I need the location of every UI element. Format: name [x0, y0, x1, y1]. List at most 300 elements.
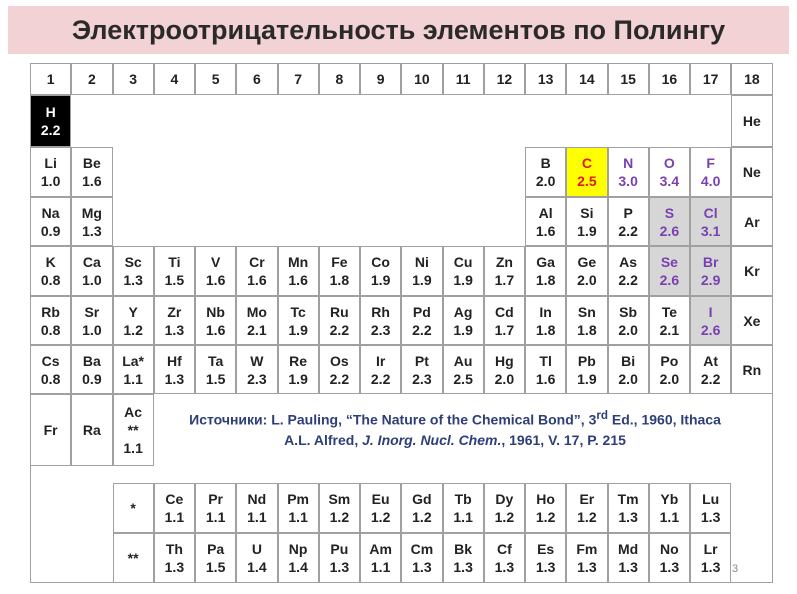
electronegativity-value: 1.1 [288, 509, 308, 525]
electronegativity-value: 1.7 [494, 321, 515, 338]
lanthanides-cell [484, 483, 525, 533]
electronegativity-value: 1.3 [164, 321, 185, 338]
electronegativity-value: 2.1 [247, 321, 267, 338]
actinides-cell [154, 533, 195, 583]
group-header [525, 63, 566, 95]
element-cell [71, 197, 112, 246]
electronegativity-value: 0.9 [40, 222, 61, 239]
electronegativity-value: 1.9 [370, 272, 391, 288]
electronegativity-value: 1.6 [82, 173, 102, 189]
source-2-journal: J. Inorg. Nucl. Chem. [362, 431, 502, 448]
source-1-sup: rd [596, 409, 609, 422]
group-header [195, 63, 236, 95]
electronegativity-value: 2.0 [535, 173, 556, 189]
element-symbol: Be [82, 155, 101, 171]
electronegativity-value: 1.4 [288, 559, 308, 575]
element-symbol: Ni [414, 254, 429, 270]
element-cell [30, 246, 71, 296]
electronegativity-value: 1.0 [40, 173, 61, 189]
element-symbol: Tm [617, 491, 639, 507]
electronegativity-value: 1.8 [577, 321, 597, 338]
element-symbol: Ti [168, 254, 181, 270]
element-symbol: Ga [536, 254, 555, 270]
group-header [401, 63, 442, 95]
electronegativity-value: 1.3 [618, 509, 638, 525]
element-symbol: Pt [414, 352, 429, 369]
element-cell [30, 147, 71, 197]
element-symbol: Lr [703, 541, 718, 557]
element-symbol: O [663, 155, 675, 171]
element-cell [566, 197, 607, 246]
element-cell [484, 345, 525, 394]
electronegativity-value: 2.0 [577, 272, 597, 288]
page-title: Электроотрицательность элементов по Полингу [71, 15, 726, 45]
element-cell [608, 296, 649, 345]
element-cell [236, 345, 277, 394]
element-symbol: Fe [331, 254, 348, 270]
element-cell [195, 296, 236, 345]
electronegativity-value: 1.4 [247, 559, 267, 575]
electronegativity-value: 1.5 [205, 370, 226, 387]
element-symbol: Rb [41, 303, 60, 320]
electronegativity-value: 2.0 [494, 370, 515, 387]
element-symbol: Pd [412, 303, 431, 320]
element-symbol: Cl [703, 204, 718, 221]
element-symbol: Ca [82, 254, 101, 270]
element-symbol: Mo [246, 303, 267, 320]
element-cell [525, 296, 566, 345]
series-marker: ** [127, 550, 139, 566]
electronegativity-value: 1.1 [123, 440, 143, 456]
electronegativity-value: 1.9 [577, 370, 597, 387]
element-symbol: Ar [744, 213, 760, 230]
element-symbol: Ra [82, 422, 101, 438]
electronegativity-value: 2.6 [659, 222, 680, 239]
element-cell [113, 296, 154, 345]
sources-note [160, 406, 750, 450]
element-symbol: W [250, 352, 264, 369]
element-cell [71, 147, 112, 197]
electronegativity-value: 1.0 [82, 272, 102, 288]
group-header [608, 63, 649, 95]
lanthanides-cell [649, 483, 690, 533]
element-symbol: Yb [660, 491, 679, 507]
electronegativity-value: 1.6 [247, 272, 267, 288]
element-cell [443, 345, 484, 394]
element-symbol: Se [660, 254, 678, 270]
page-number: 3 [732, 563, 739, 575]
element-cell [525, 197, 566, 246]
electronegativity-value: 1.3 [82, 222, 102, 239]
actinides-cell [443, 533, 484, 583]
electronegativity-value: 3.1 [700, 222, 721, 239]
actinides-cell [401, 533, 442, 583]
element-symbol: Es [537, 541, 555, 557]
electronegativity-value: 1.2 [577, 509, 597, 525]
element-symbol: Lu [702, 491, 720, 507]
lanthanides-cell [401, 483, 442, 533]
group-number: 7 [294, 71, 303, 87]
element-symbol: Pu [330, 541, 349, 557]
element-cell [649, 296, 690, 345]
element-cell [401, 246, 442, 296]
electronegativity-value: 1.9 [453, 321, 473, 338]
electronegativity-value: 1.3 [164, 559, 185, 575]
element-symbol: Cd [495, 303, 514, 320]
lanthanides-cell [443, 483, 484, 533]
element-cell [731, 147, 772, 197]
element-symbol: Eu [371, 491, 390, 507]
actinides-cell [525, 533, 566, 583]
group-header [71, 63, 112, 95]
source-line-1 [160, 406, 750, 430]
lanthanides-cell [690, 483, 731, 533]
electronegativity-value: 1.3 [700, 509, 721, 525]
element-symbol: Er [579, 491, 595, 507]
source-line-2 [160, 430, 750, 450]
element-symbol: Tl [539, 352, 552, 369]
electronegativity-value: 2.3 [247, 370, 267, 387]
element-symbol: Pa [207, 541, 225, 557]
electronegativity-value: 2.0 [659, 370, 680, 387]
electronegativity-value: 1.5 [205, 559, 226, 575]
electronegativity-value: 2.2 [329, 321, 350, 338]
electronegativity-value: 1.2 [329, 509, 350, 525]
electronegativity-value: 2.2 [618, 222, 638, 239]
element-symbol: Ho [536, 491, 555, 507]
element-symbol: Sc [124, 254, 142, 270]
element-symbol: Zn [495, 254, 513, 270]
element-cell [525, 246, 566, 296]
element-symbol: Tc [290, 303, 306, 320]
element-cell [360, 246, 401, 296]
electronegativity-value: 2.3 [412, 370, 432, 387]
element-symbol: Fr [43, 422, 58, 438]
element-cell [690, 296, 731, 345]
electronegativity-value: 2.0 [618, 321, 638, 338]
element-cell [649, 197, 690, 246]
electronegativity-value: 1.3 [412, 559, 432, 575]
element-cell [731, 95, 772, 147]
electronegativity-value: 1.3 [123, 272, 143, 288]
element-symbol: U [251, 541, 262, 557]
element-cell [360, 296, 401, 345]
element-cell [278, 246, 319, 296]
element-symbol: Am [369, 541, 392, 557]
element-cell [566, 147, 607, 197]
element-cell [649, 147, 690, 197]
element-cell [71, 394, 112, 466]
group-number: 5 [211, 71, 220, 87]
electronegativity-value: 2.9 [700, 272, 721, 288]
element-symbol: Sb [619, 303, 638, 320]
element-cell [113, 345, 154, 394]
element-cell [278, 345, 319, 394]
element-symbol: Md [618, 541, 639, 557]
element-cell [690, 147, 731, 197]
group-header [484, 63, 525, 95]
electronegativity-value: 1.3 [453, 559, 473, 575]
element-cell [731, 296, 772, 345]
element-symbol: Sn [577, 303, 596, 320]
element-symbol: Au [453, 352, 473, 369]
electronegativity-value: 1.6 [535, 222, 556, 239]
element-cell [319, 296, 360, 345]
group-header [731, 63, 772, 95]
element-symbol: Ag [453, 303, 473, 320]
element-cell [525, 345, 566, 394]
element-symbol: Al [538, 204, 553, 221]
element-symbol: Cr [249, 254, 265, 270]
element-symbol: No [660, 541, 679, 557]
group-number: 8 [335, 71, 344, 87]
electronegativity-value: 1.3 [494, 559, 515, 575]
element-symbol: Ce [165, 491, 184, 507]
group-header [154, 63, 195, 95]
element-symbol: Ac ** [124, 404, 143, 438]
electronegativity-value: 3.0 [618, 173, 638, 189]
element-symbol: Np [288, 541, 308, 557]
element-symbol: Nb [206, 303, 225, 320]
electronegativity-value: 2.2 [40, 122, 61, 138]
source-1-suffix: Ed., 1960, Ithaca [608, 411, 721, 428]
element-cell [690, 197, 731, 246]
element-cell [236, 246, 277, 296]
element-cell [566, 296, 607, 345]
element-cell [71, 296, 112, 345]
electronegativity-value: 0.8 [40, 370, 61, 387]
element-symbol: Ta [207, 352, 224, 369]
element-symbol: Fm [576, 541, 598, 557]
electronegativity-value: 0.8 [40, 321, 61, 338]
group-number: 13 [537, 71, 554, 87]
actinides-cell [566, 533, 607, 583]
element-symbol: Pb [577, 352, 596, 369]
element-cell [525, 147, 566, 197]
element-symbol: Os [330, 352, 349, 369]
group-number: 17 [702, 71, 719, 87]
element-symbol: Co [371, 254, 390, 270]
electronegativity-value: 1.2 [412, 509, 432, 525]
electronegativity-value: 2.0 [618, 370, 638, 387]
group-number: 3 [129, 71, 138, 87]
electronegativity-value: 2.2 [329, 370, 350, 387]
element-cell [443, 246, 484, 296]
group-header [649, 63, 690, 95]
element-cell [608, 246, 649, 296]
element-symbol: Kr [744, 263, 760, 279]
element-cell [30, 394, 71, 466]
group-header [443, 63, 484, 95]
lanthanides-marker [113, 483, 154, 533]
lanthanides-cell [566, 483, 607, 533]
source-2-author: A.L. Alfred, [284, 431, 363, 448]
element-cell [154, 345, 195, 394]
electronegativity-value: 1.3 [618, 559, 638, 575]
series-marker: * [130, 500, 136, 516]
group-header [690, 63, 731, 95]
element-cell [484, 246, 525, 296]
element-symbol: Sr [84, 303, 100, 320]
electronegativity-value: 1.8 [329, 272, 350, 288]
element-cell [401, 296, 442, 345]
element-symbol: Po [660, 352, 679, 369]
element-symbol: Pr [208, 491, 224, 507]
element-cell [608, 345, 649, 394]
element-symbol: Cu [453, 254, 473, 270]
group-number: 4 [170, 71, 179, 87]
element-cell [649, 246, 690, 296]
element-cell [71, 345, 112, 394]
actinides-marker [113, 533, 154, 583]
lanthanides-cell [360, 483, 401, 533]
element-symbol: Xe [743, 312, 761, 329]
element-symbol: Nd [247, 491, 267, 507]
group-number: 14 [579, 71, 595, 87]
element-symbol: Cs [41, 352, 60, 369]
element-symbol: B [540, 155, 551, 171]
electronegativity-value: 1.3 [164, 370, 185, 387]
electronegativity-value: 1.3 [700, 559, 721, 575]
electronegativity-value: 1.1 [370, 559, 391, 575]
lanthanides-cell [278, 483, 319, 533]
element-cell [113, 246, 154, 296]
element-symbol: Dy [495, 491, 514, 507]
element-cell [30, 95, 71, 147]
electronegativity-value: 1.1 [453, 509, 473, 525]
electronegativity-value: 1.2 [494, 509, 515, 525]
group-number: 16 [661, 71, 678, 87]
electronegativity-value: 1.3 [329, 559, 350, 575]
element-cell [319, 246, 360, 296]
group-header [236, 63, 277, 95]
element-symbol: S [664, 204, 675, 221]
element-cell [566, 246, 607, 296]
electronegativity-value: 2.2 [700, 370, 721, 387]
element-symbol: Pm [287, 491, 310, 507]
element-symbol: Sm [328, 491, 351, 507]
element-symbol: Cf [496, 541, 512, 557]
element-symbol: He [742, 113, 761, 129]
electronegativity-value: 4.0 [700, 173, 721, 189]
electronegativity-value: 2.2 [412, 321, 432, 338]
element-cell [195, 246, 236, 296]
actinides-cell [319, 533, 360, 583]
element-cell [608, 197, 649, 246]
electronegativity-value: 1.3 [535, 559, 556, 575]
group-number: 10 [414, 71, 430, 87]
element-symbol: Mn [288, 254, 309, 270]
lanthanides-cell [525, 483, 566, 533]
lanthanides-cell [154, 483, 195, 533]
actinides-cell [278, 533, 319, 583]
element-symbol: Tb [454, 491, 472, 507]
element-cell [278, 296, 319, 345]
electronegativity-value: 1.3 [659, 559, 680, 575]
actinides-cell [236, 533, 277, 583]
electronegativity-value: 1.9 [577, 222, 597, 239]
element-cell [154, 296, 195, 345]
element-cell [401, 345, 442, 394]
element-symbol: Bk [454, 541, 473, 557]
element-cell [30, 197, 71, 246]
group-header [30, 63, 71, 95]
element-cell [236, 296, 277, 345]
electronegativity-value: 2.3 [370, 321, 391, 338]
element-cell [484, 296, 525, 345]
element-cell [649, 345, 690, 394]
electronegativity-value: 1.6 [288, 272, 308, 288]
electronegativity-value: 3.4 [659, 173, 680, 189]
electronegativity-value: 1.9 [412, 272, 432, 288]
element-symbol: As [619, 254, 638, 270]
group-header [360, 63, 401, 95]
element-cell [443, 296, 484, 345]
actinides-cell [195, 533, 236, 583]
element-cell [566, 345, 607, 394]
group-number: 9 [376, 71, 385, 87]
element-symbol: Rh [371, 303, 390, 320]
element-symbol: Gd [412, 491, 432, 507]
electronegativity-value: 2.6 [700, 321, 721, 338]
element-symbol: I [708, 303, 713, 320]
element-symbol: Cm [410, 541, 434, 557]
element-cell [731, 345, 772, 394]
element-symbol: N [623, 155, 634, 171]
electronegativity-value: 1.5 [164, 272, 185, 288]
electronegativity-value: 0.8 [40, 272, 61, 288]
electronegativity-value: 1.6 [205, 321, 226, 338]
element-symbol: Hg [495, 352, 514, 369]
lanthanides-cell [319, 483, 360, 533]
element-symbol: Ir [375, 352, 386, 369]
element-symbol: Li [44, 155, 57, 171]
group-number: 6 [252, 71, 261, 87]
group-header [319, 63, 360, 95]
element-symbol: K [45, 254, 56, 270]
element-cell [360, 345, 401, 394]
actinides-cell [649, 533, 690, 583]
electronegativity-value: 1.2 [535, 509, 556, 525]
element-symbol: Mg [81, 204, 102, 221]
electronegativity-value: 2.5 [453, 370, 473, 387]
electronegativity-value: 1.0 [82, 321, 102, 338]
electronegativity-value: 1.2 [123, 321, 143, 338]
source-1-text: Источники: L. Pauling, “The Nature of the Chemical Bond”, 3 [189, 411, 597, 428]
element-cell [690, 246, 731, 296]
element-symbol: Ba [82, 352, 101, 369]
element-cell [30, 345, 71, 394]
source-2-rest: , 1961, V. 17, P. 215 [501, 431, 626, 448]
group-number: 2 [87, 71, 96, 87]
group-header [113, 63, 154, 95]
element-cell [731, 197, 772, 246]
actinides-cell [608, 533, 649, 583]
group-header [278, 63, 319, 95]
actinides-cell [690, 533, 731, 583]
element-symbol: At [703, 352, 719, 369]
element-symbol: Na [41, 204, 60, 221]
element-symbol: Zr [167, 303, 182, 320]
element-symbol: Ge [577, 254, 597, 270]
group-number: 11 [455, 71, 471, 87]
element-symbol: Rn [742, 361, 762, 378]
group-number: 18 [744, 71, 760, 87]
electronegativity-value: 1.1 [247, 509, 267, 525]
electronegativity-value: 2.2 [370, 370, 391, 387]
electronegativity-value: 1.9 [288, 370, 308, 387]
lanthanides-cell [236, 483, 277, 533]
